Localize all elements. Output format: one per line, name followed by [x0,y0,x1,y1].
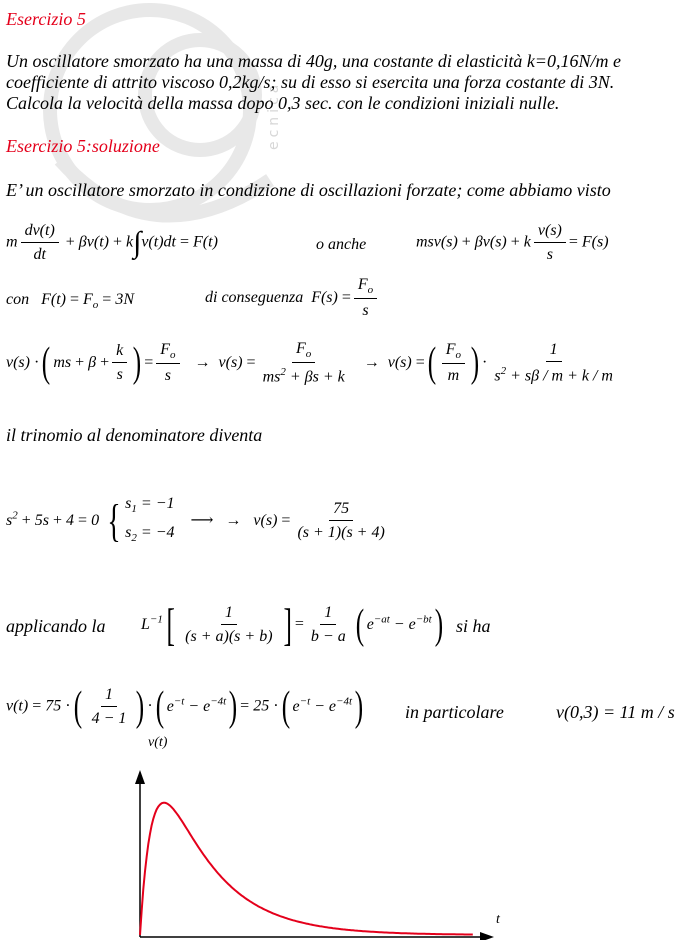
exercise-title: Esercizio 5 [6,9,86,29]
watermark-text: ecnica [266,80,282,150]
solution-title: Esercizio 5:soluzione [6,136,160,156]
x-axis-label: t [496,912,500,927]
y-axis-label: v(t) [148,735,168,750]
applicando-text: applicando la [6,616,106,636]
intro-text: E’ un oscillatore smorzato in condizione di oscillazioni forzate; come abbiamo visto [6,180,611,200]
equation-inverse-laplace: $L^{-1}$[ $\frac{1}{(s + a)(s + b)}$ ] = $\frac{1}{b - a}$ ( $e^{-at} - e^{-bt}$) [141,599,443,650]
x-axis-arrow [480,932,494,940]
equation-velocity-t: v(t) = 75 ·( $\frac{1}{4 - 1}$ ) ·( $e^{-t} - e^{-4t}) = 25$ ·( $e^{-t} - e^{-4t}$) [6,684,364,730]
equation-laplace: msv(s) + βv(s) + k $\frac{v(s)}{s}$ = F(s) [416,222,609,263]
equation-velocity-s: v(s) ·( ms + β + $\frac{k}{s}$ ) = $\frac{F_o}{s}$ → v(s) = $\frac{F_o}{ms^2 + \beta s + k}$ → v(s) =( $\frac{F_o}{m}$ ) · $\frac{1}{s^2 + s\beta / m + k / m}$ [6,340,613,387]
o-anche-label: o anche [316,236,367,253]
velocity-curve [140,803,473,935]
problem-line: Un oscillatore smorzato ha una massa di 40g, una costante di elasticità k=0,16N/m e [6,51,621,71]
y-axis-arrow [135,770,145,784]
problem-line: Calcola la velocità della massa dopo 0,3 sec. con le condizioni iniziali nulle. [6,93,560,113]
result-value: v(0,3) = 11 m / s [556,702,675,722]
equation-roots: $s^2 + 5s + 4 = 0$ { $s_1 = -1$ $s_2 = -4$ ⟶ → v(s) = $\frac{75}{(s + 1)(s + 4)}$ [6,495,385,547]
con-label: con [6,291,30,308]
di-conseguenza-label: di conseguenza [205,288,304,306]
equation-motion: m $\frac{dv(t)}{dt}$ + βv(t) + k∫v(t)dt = F(t) [6,222,218,263]
in-particolare-text: in particolare [405,702,504,722]
equation-force: con $F(t) = F_o = 3N$ [6,291,134,312]
si-ha-text: si ha [456,616,491,636]
problem-line: coefficiente di attrito viscoso 0,2kg/s; su di esso si esercita una forza costante di 3N. [6,72,615,92]
equation-force-s: di conseguenza F(s) = $\frac{F_o}{s}$ [205,276,380,320]
trinomio-text: il trinomio al denominatore diventa [6,425,263,445]
